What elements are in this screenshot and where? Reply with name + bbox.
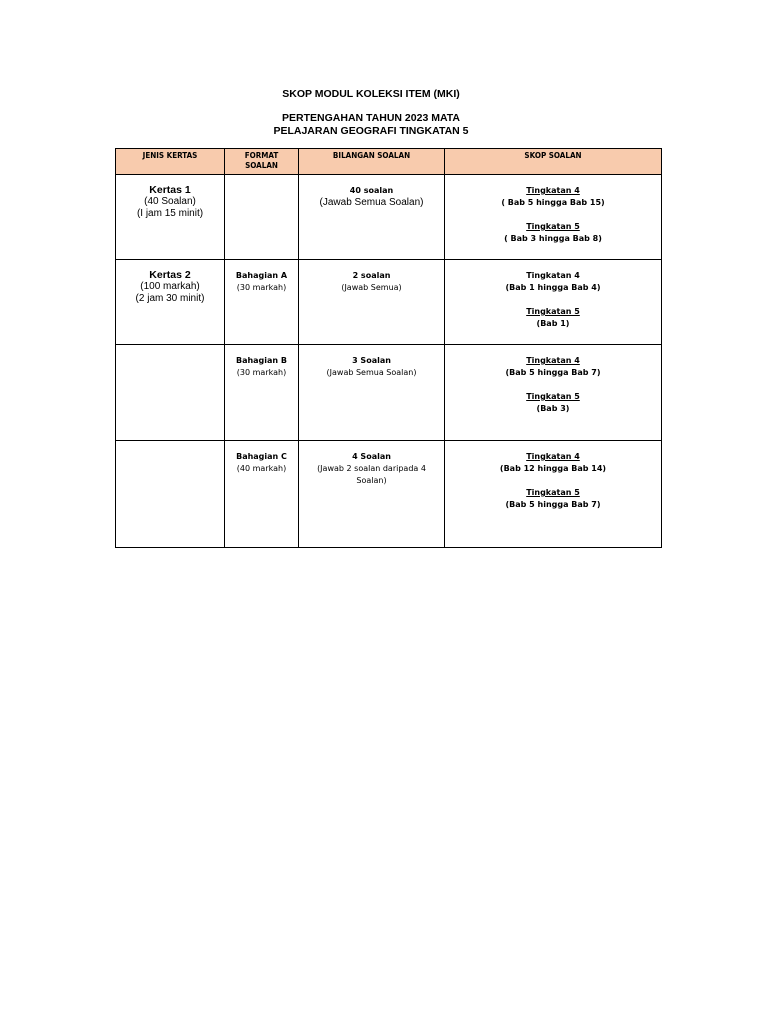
kertas-name: Kertas 1 (149, 184, 191, 196)
bilangan-note: (Jawab Semua Soalan) (326, 368, 417, 377)
skop-tingkatan-4-range: (Bab 1 hingga Bab 4) (505, 283, 601, 292)
skop-tingkatan-4-title: Tingkatan 4 (526, 356, 580, 365)
cell-bilangan (299, 441, 445, 548)
skop-tingkatan-4-range: (Bab 12 hingga Bab 14) (499, 464, 607, 473)
skop-tingkatan-4-title: Tingkatan 4 (526, 186, 580, 195)
bilangan-count: 3 Soalan (352, 356, 391, 365)
bilangan-note: (Jawab Semua) (341, 283, 402, 292)
bilangan-count: 2 soalan (352, 271, 391, 280)
kertas-detail: (100 markah) (140, 281, 200, 292)
cell-format (225, 345, 299, 441)
skop-tingkatan-5-title: Tingkatan 5 (526, 222, 580, 231)
bilangan-note: (Jawab Semua Soalan) (319, 197, 424, 208)
table-row (116, 345, 662, 441)
format-name: Bahagian A (235, 271, 288, 280)
cell-bilangan (299, 260, 445, 345)
cell-jenis (116, 175, 225, 260)
subtitle-line-2: PELAJARAN GEOGRAFI TINGKATAN 5 (273, 125, 469, 137)
cell-format (225, 260, 299, 345)
cell-skop (445, 345, 662, 441)
format-markah: (40 markah) (236, 464, 287, 473)
kertas-detail: (40 Soalan) (144, 196, 196, 207)
cell-jenis (116, 260, 225, 345)
cell-bilangan (299, 175, 445, 260)
skop-tingkatan-5-range: (Bab 3) (536, 404, 570, 413)
skop-tingkatan-5-range: ( Bab 3 hingga Bab 8) (504, 234, 602, 243)
header-jenis-kertas: JENIS KERTAS (116, 149, 225, 175)
bilangan-count: 40 soalan (349, 186, 394, 195)
header-bilangan-soalan: BILANGAN SOALAN (299, 149, 445, 175)
scope-table (115, 148, 662, 548)
table-row (116, 441, 662, 548)
bilangan-count: 4 Soalan (352, 452, 391, 461)
table-row (116, 175, 662, 260)
skop-tingkatan-5-title: Tingkatan 5 (526, 488, 580, 497)
skop-tingkatan-4-title: Tingkatan 4 (526, 452, 580, 461)
kertas-duration: (2 jam 30 minit) (135, 293, 205, 304)
kertas-duration: (I jam 15 minit) (136, 208, 204, 219)
subtitle-line-1: PERTENGAHAN TAHUN 2023 MATA (282, 112, 460, 124)
skop-tingkatan-5-range: (Bab 1) (536, 319, 570, 328)
kertas-name: Kertas 2 (149, 269, 191, 281)
document-header (0, 88, 742, 138)
format-name: Bahagian B (235, 356, 288, 365)
cell-bilangan (299, 345, 445, 441)
header-skop-soalan: SKOP SOALAN (445, 149, 662, 175)
skop-tingkatan-5-title: Tingkatan 5 (526, 307, 580, 316)
format-markah: (30 markah) (236, 368, 287, 377)
skop-tingkatan-4-range: ( Bab 5 hingga Bab 15) (501, 198, 605, 207)
skop-tingkatan-5-range: (Bab 5 hingga Bab 7) (505, 500, 601, 509)
format-markah: (30 markah) (236, 283, 287, 292)
header-format-soalan: FORMAT SOALAN (225, 149, 299, 175)
cell-skop (445, 260, 662, 345)
skop-tingkatan-5-title: Tingkatan 5 (526, 392, 580, 401)
cell-format (225, 441, 299, 548)
table-header-row (116, 149, 662, 175)
document-subtitle (0, 112, 742, 138)
cell-format (225, 175, 299, 260)
document-title: SKOP MODUL KOLEKSI ITEM (MKI) (282, 88, 460, 100)
bilangan-note: (Jawab 2 soalan daripada 4 Soalan) (317, 464, 426, 485)
cell-jenis (116, 441, 225, 548)
cell-skop (445, 175, 662, 260)
cell-jenis (116, 345, 225, 441)
format-name: Bahagian C (236, 452, 287, 461)
skop-tingkatan-4-title: Tingkatan 4 (526, 271, 580, 280)
skop-tingkatan-4-range: (Bab 5 hingga Bab 7) (505, 368, 601, 377)
cell-skop (445, 441, 662, 548)
table-row (116, 260, 662, 345)
